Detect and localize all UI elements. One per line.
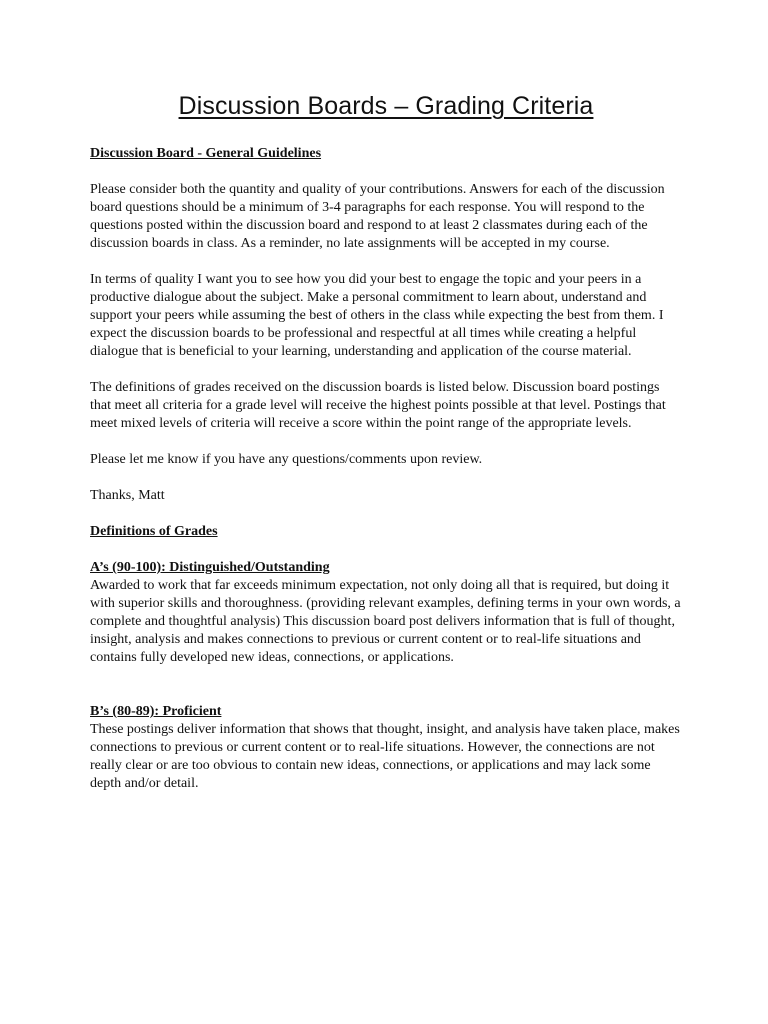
paragraph-signoff: Thanks, Matt (90, 488, 165, 503)
grade-text-a: Awarded to work that far exceeds minimum expectation, not only doing all that is required, but doing it with superior skills and thoroughness. (providing relevant examples, defining terms in your own words, a complete and thoughtful analysis) This discussion board post delivers information that is full of thought, insight, analysis and makes connections to previous or current content or to real-life situations and contains fully developed new ideas, connections, or applications. (90, 578, 681, 665)
grade-heading-a: A’s (90-100): Distinguished/Outstanding (90, 560, 330, 575)
paragraph-quantity-quality: Please consider both the quantity and quality of your contributions. Answers for each of the discussion board questions should be a minimum of 3-4 paragraphs for each response. You will respond to the questions posted within the discussion board and respond to at least 2 classmates during each of the discussion boards in class. As a reminder, no late assignments will be accepted in my course. (90, 182, 665, 251)
paragraph-questions: Please let me know if you have any questions/comments upon review. (90, 452, 483, 467)
grade-heading-b: B’s (80-89): Proficient (90, 704, 222, 719)
paragraph-grade-definitions-intro: The definitions of grades received on the discussion boards is listed below. Discussion board postings that meet all criteria for a grade level will receive the highest points possible at that level. Postings that meet mixed levels of criteria will receive a score within the point range of the appropriate levels. (90, 380, 666, 431)
paragraph-quality-expectations: In terms of quality I want you to see how you did your best to engage the topic and your peers in a productive dialogue about the subject. Make a personal commitment to learn about, understand and support your peers while assuming the best of others in the class while expecting the best from them. I expect the discussion boards to be professional and respectful at all times while creating a helpful dialogue that is beneficial to your learning, understanding and application of the course material. (90, 272, 664, 359)
grade-text-b: These postings deliver information that shows that thought, insight, and analysis have taken place, makes connections to previous or current content or to real-life situations. However, the connections are not really clear or are too obvious to contain new ideas, connections, or applications and may lack some depth and/or detail. (90, 722, 680, 791)
grade-block-b (90, 703, 682, 793)
guidelines-heading: Discussion Board - General Guidelines (90, 146, 322, 161)
grade-block-a (90, 559, 682, 667)
document-page (90, 92, 682, 829)
definitions-heading: Definitions of Grades (90, 524, 218, 539)
document-title: Discussion Boards – Grading Criteria (178, 92, 594, 120)
